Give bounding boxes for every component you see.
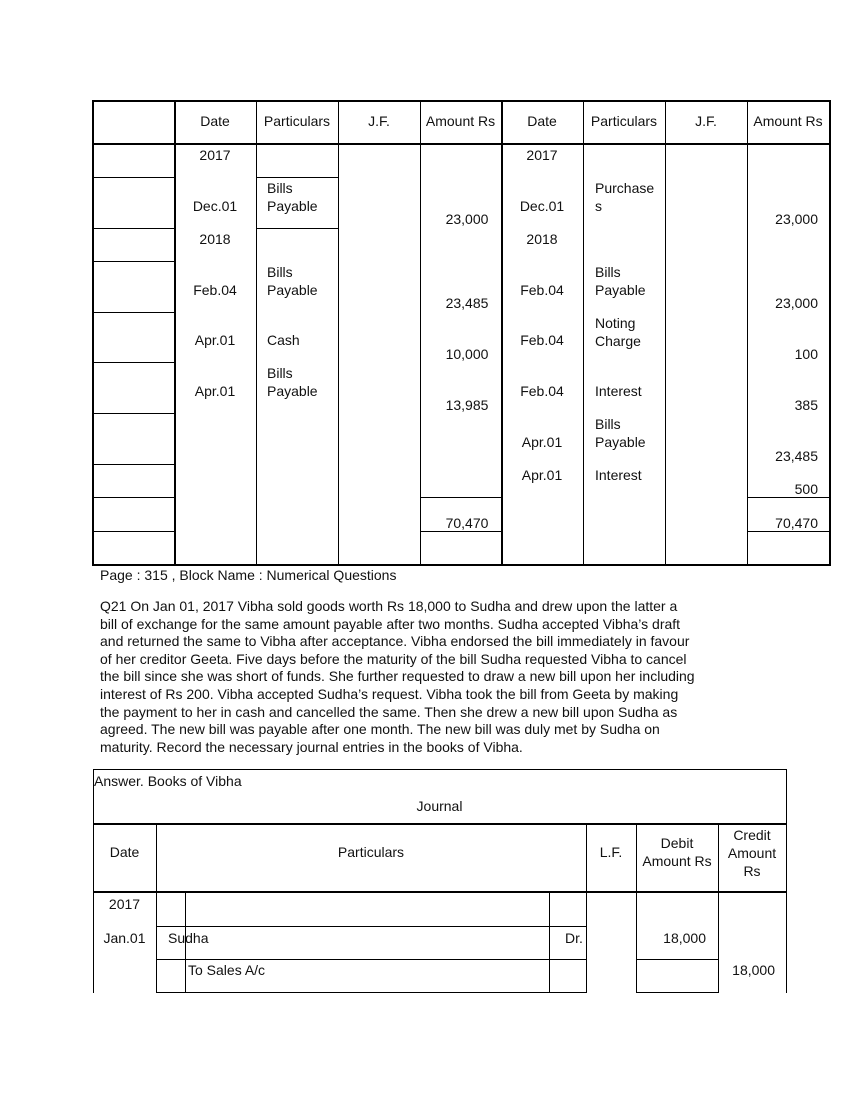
ledger-right-date: 2018 (526, 231, 558, 247)
ledger-header-jf-right: J.F. (695, 113, 717, 129)
ledger-left-particulars: Bills Payable (267, 264, 318, 298)
ledger-header-date-right: Date (527, 113, 557, 129)
ledger-right-particulars: Bills Payable (595, 416, 646, 450)
ledger-left-particulars: Cash (267, 332, 300, 348)
ledger-right-amount: 23,485 (775, 448, 818, 464)
ledger-right-amount: 23,000 (775, 211, 818, 227)
ledger-left-date: Apr.01 (194, 383, 236, 399)
ledger-right-amount: 500 (794, 481, 818, 497)
question-line: and returned the same to Vibha after acceptance. Vibha endorsed the bill immediately in favour (100, 633, 690, 650)
ledger-left-particulars: Bills Payable (267, 365, 318, 399)
ledger-right-amount: 23,000 (775, 295, 818, 311)
question-line: Q21 On Jan 01, 2017 Vibha sold goods worth Rs 18,000 to Sudha and drew upon the latter a (100, 598, 678, 614)
ledger-right-date: Apr.01 (521, 434, 563, 450)
question-line: the payment to her in cash and cancelled the same. Then she drew a new bill upon Sudha as (100, 703, 678, 720)
ledger-right-particulars: Purchase s (595, 180, 655, 214)
ledger-right-date: Feb.04 (520, 332, 564, 348)
ledger-left-amount: 23,000 (445, 211, 489, 227)
ledger-header-particulars-right: Particulars (590, 113, 658, 129)
ledger-right-date: Apr.01 (521, 467, 563, 483)
journal-date: Jan.01 (103, 930, 146, 946)
journal-header-date: Date (109, 844, 140, 860)
answer-title: Answer. Books of Vibha (94, 773, 242, 789)
journal-debit-amount: 18,000 (663, 930, 706, 946)
ledger-right-date: Feb.04 (520, 282, 564, 298)
ledger-left-date: Apr.01 (194, 332, 236, 348)
ledger-header-date-left: Date (200, 113, 230, 129)
question-line: the bill since she was short of funds. She further requested to draw a new bill upon her including (100, 668, 695, 685)
ledger-total-right: 70,470 (775, 515, 818, 531)
ledger-header-amount-left: Amount Rs (425, 113, 496, 129)
ledger-right-date: Feb.04 (520, 383, 564, 399)
ledger-right-particulars: Noting Charge (595, 315, 641, 349)
question-text (100, 598, 760, 756)
journal-date-year: 2017 (108, 896, 141, 912)
journal-title: Journal (416, 798, 463, 814)
journal-debit-account: Sudha (168, 930, 209, 946)
ledger-left-amount: 10,000 (445, 346, 489, 362)
ledger-right-date: Dec.01 (519, 198, 565, 214)
ledger-right-date: 2017 (526, 147, 558, 163)
question-line: maturity. Record the necessary journal entries in the books of Vibha. (100, 738, 523, 755)
question-line: bill of exchange for the same amount payable after two months. Sudha accepted Vibha’s draft (100, 615, 681, 632)
ledger-left-date: Feb.04 (193, 282, 237, 298)
ledger-header-particulars-left: Particulars (263, 113, 331, 129)
ledger-header-jf-left: J.F. (368, 113, 390, 129)
ledger-left-date: 2018 (199, 231, 231, 247)
journal-header-debit: Debit Amount Rs (642, 835, 712, 869)
question-line: interest of Rs 200. Vibha accepted Sudha’s request. Vibha took the bill from Geeta by making (100, 685, 679, 702)
question-line: of her creditor Geeta. Five days before the maturity of the bill Sudha requested Vibha to cancel (100, 650, 687, 667)
ledger-left-amount: 13,985 (445, 397, 489, 413)
ledger-total-left: 70,470 (445, 515, 489, 531)
ledger-left-date: Dec.01 (192, 198, 238, 214)
question-line: agreed. The new bill was payable after one month. The new bill was duly met by Sudha on (100, 721, 660, 738)
journal-header-lf: L.F. (599, 844, 623, 860)
journal-credit-amount: 18,000 (732, 962, 775, 978)
journal-header-credit: Credit Amount Rs (727, 827, 777, 879)
ledger-right-particulars: Bills Payable (595, 264, 646, 298)
page-info: Page : 315 , Block Name : Numerical Questions (100, 567, 397, 583)
journal-credit-account: To Sales A/c (188, 962, 266, 978)
ledger-header-amount-right: Amount Rs (753, 113, 823, 129)
journal-header-particulars: Particulars (337, 844, 405, 860)
ledger-right-amount: 100 (794, 346, 818, 362)
journal-dr-label: Dr. (565, 930, 583, 946)
ledger-right-amount: 385 (794, 397, 818, 413)
ledger-left-amount: 23,485 (445, 295, 489, 311)
ledger-right-particulars: Interest (595, 467, 642, 483)
ledger-right-particulars: Interest (595, 383, 642, 399)
ledger-left-date: 2017 (199, 147, 231, 163)
ledger-left-particulars: Bills Payable (267, 180, 318, 214)
